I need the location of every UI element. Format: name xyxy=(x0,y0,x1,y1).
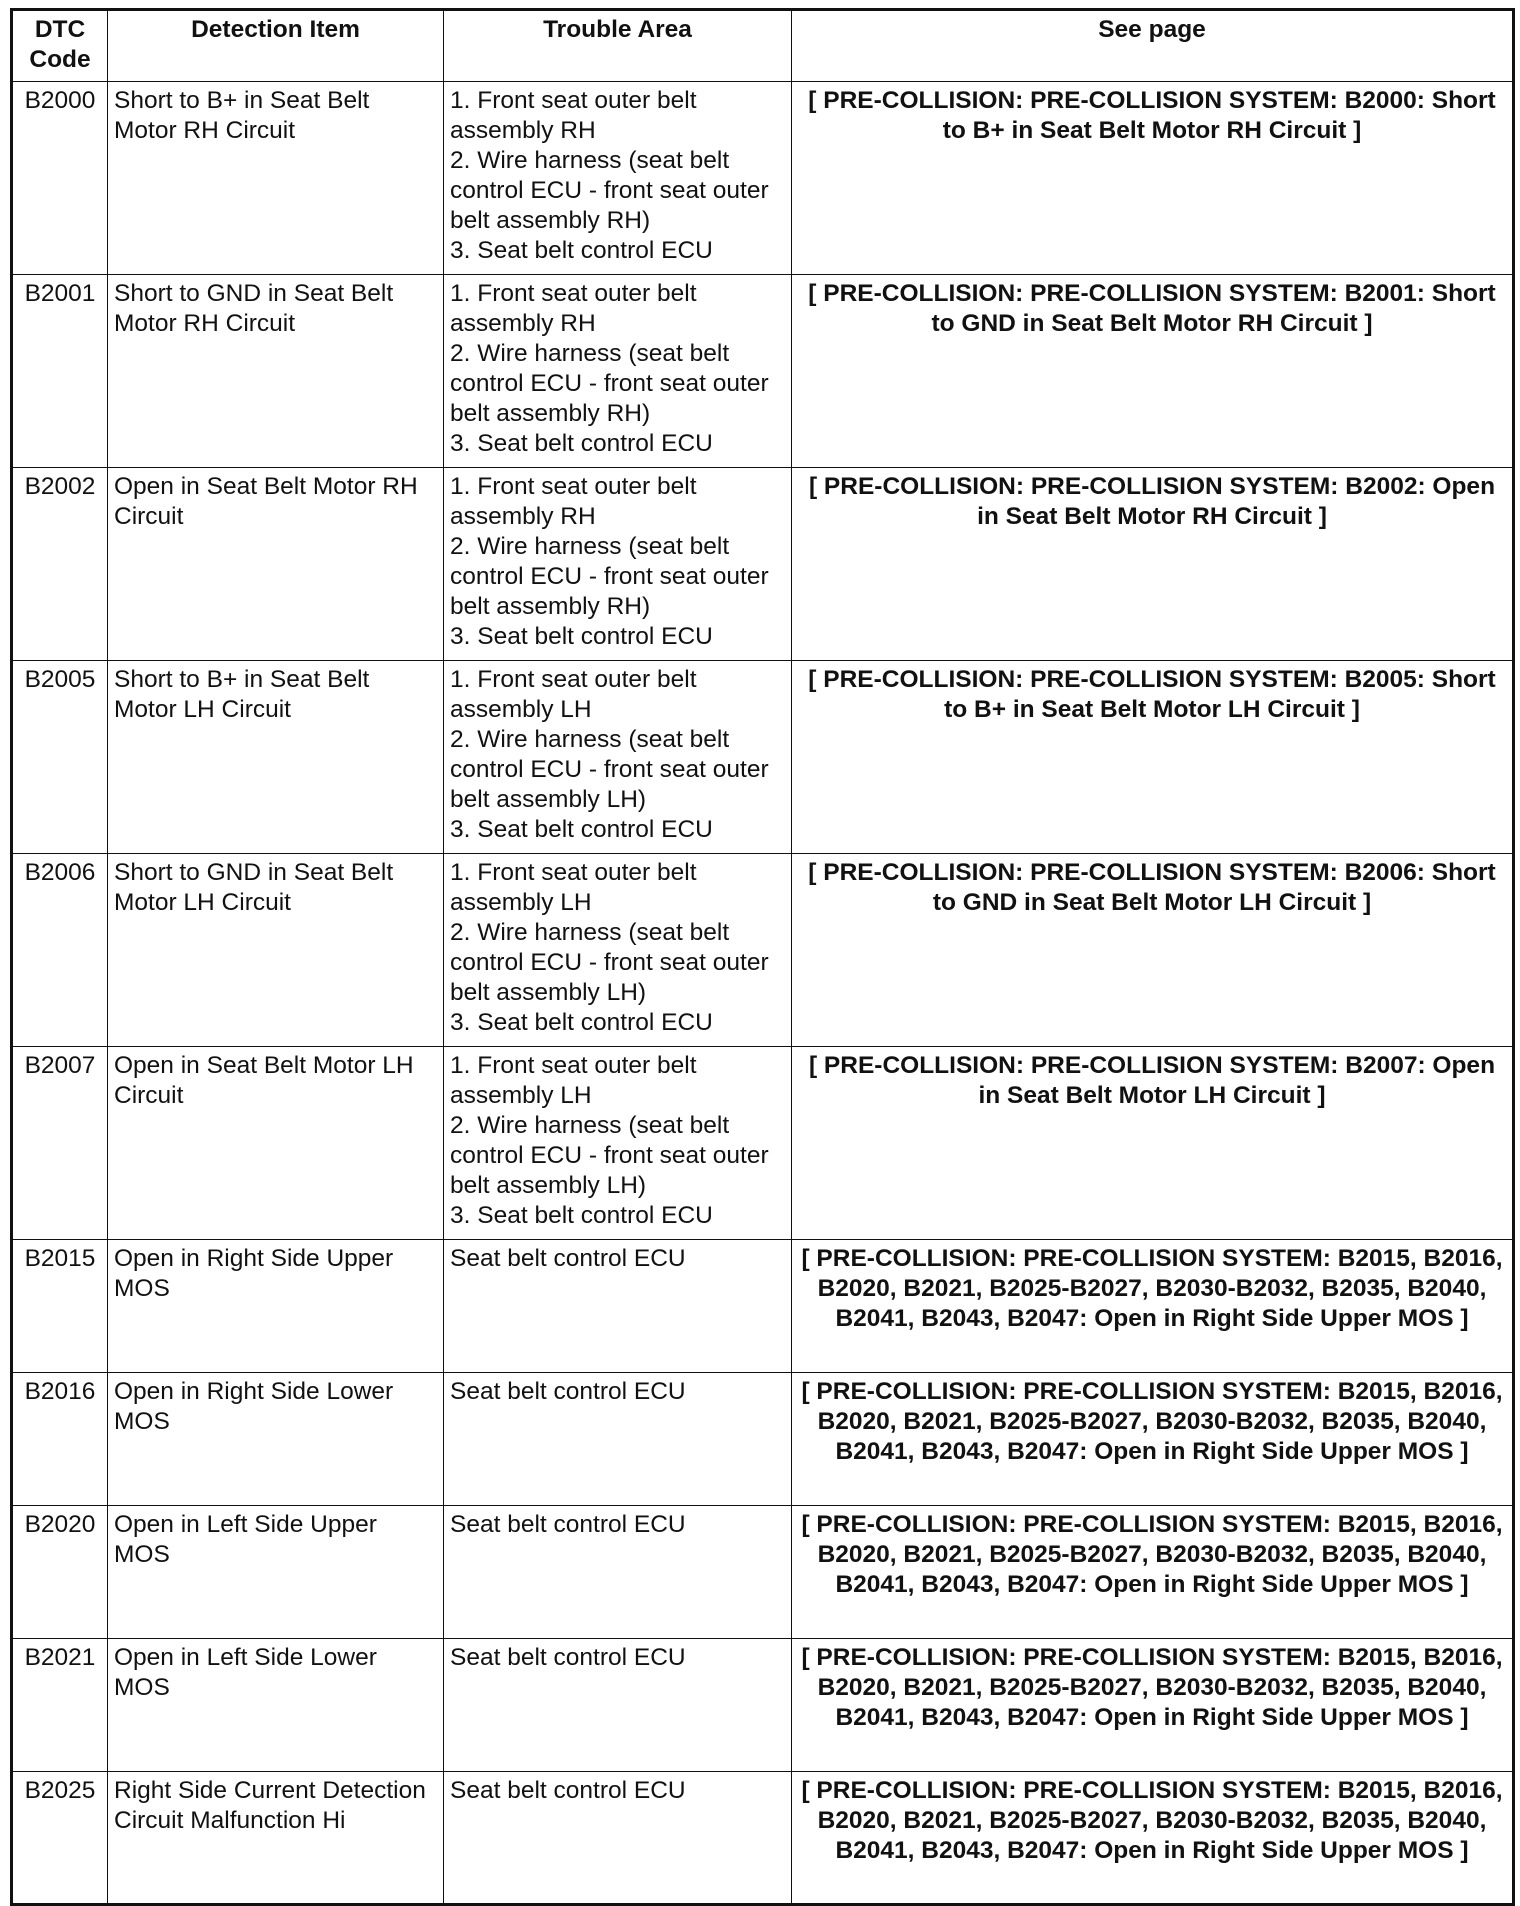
dtc-table xyxy=(10,8,1515,1906)
dtc-code-cell: B2006 xyxy=(12,854,108,1047)
trouble-area-line: Seat belt control ECU xyxy=(450,1245,686,1272)
dtc-code-cell: B2015 xyxy=(12,1240,108,1373)
dtc-code-cell: B2025 xyxy=(12,1772,108,1905)
dtc-code-cell: B2005 xyxy=(12,661,108,854)
see-page-link[interactable]: [ PRE-COLLISION: PRE-COLLISION SYSTEM: B2000: Short to B+ in Seat Belt Motor RH Circuit ] xyxy=(792,82,1514,275)
table-row xyxy=(12,1373,1514,1506)
trouble-area-line: Seat belt control ECU xyxy=(450,1777,686,1804)
see-page-link[interactable]: [ PRE-COLLISION: PRE-COLLISION SYSTEM: B2015, B2016, B2020, B2021, B2025-B2027, B2030-B2032, B2035, B2040, B2041, B2043, B2047: Open in Right Side Upper MOS ] xyxy=(792,1506,1514,1639)
detection-item-cell: Short to GND in Seat Belt Motor LH Circuit xyxy=(108,854,444,1047)
table-row xyxy=(12,468,1514,661)
trouble-area-cell xyxy=(444,661,792,854)
trouble-area-line: 1. Front seat outer belt assembly RH xyxy=(450,87,697,144)
trouble-area-line: 2. Wire harness (seat belt control ECU - front seat outer belt assembly RH) xyxy=(450,147,769,234)
table-row xyxy=(12,275,1514,468)
trouble-area-line: 3. Seat belt control ECU xyxy=(450,623,713,650)
trouble-area-cell xyxy=(444,854,792,1047)
trouble-area-line: 2. Wire harness (seat belt control ECU - front seat outer belt assembly RH) xyxy=(450,340,769,427)
detection-item-cell: Open in Left Side Upper MOS xyxy=(108,1506,444,1639)
trouble-area-line: 2. Wire harness (seat belt control ECU - front seat outer belt assembly RH) xyxy=(450,533,769,620)
trouble-area-line: 2. Wire harness (seat belt control ECU - front seat outer belt assembly LH) xyxy=(450,1112,769,1199)
trouble-area-line: 1. Front seat outer belt assembly RH xyxy=(450,473,697,530)
see-page-link[interactable]: [ PRE-COLLISION: PRE-COLLISION SYSTEM: B2007: Open in Seat Belt Motor LH Circuit ] xyxy=(792,1047,1514,1240)
dtc-code-cell: B2016 xyxy=(12,1373,108,1506)
detection-item-cell: Open in Seat Belt Motor RH Circuit xyxy=(108,468,444,661)
table-row xyxy=(12,1047,1514,1240)
table-row xyxy=(12,661,1514,854)
detection-item-cell: Open in Right Side Lower MOS xyxy=(108,1373,444,1506)
trouble-area-cell xyxy=(444,82,792,275)
trouble-area-cell xyxy=(444,468,792,661)
see-page-link[interactable]: [ PRE-COLLISION: PRE-COLLISION SYSTEM: B2002: Open in Seat Belt Motor RH Circuit ] xyxy=(792,468,1514,661)
trouble-area-line: Seat belt control ECU xyxy=(450,1511,686,1538)
trouble-area-line: 3. Seat belt control ECU xyxy=(450,430,713,457)
detection-item-cell: Short to B+ in Seat Belt Motor RH Circuit xyxy=(108,82,444,275)
trouble-area-line: 1. Front seat outer belt assembly LH xyxy=(450,859,697,916)
see-page-link[interactable]: [ PRE-COLLISION: PRE-COLLISION SYSTEM: B2005: Short to B+ in Seat Belt Motor LH Circuit ] xyxy=(792,661,1514,854)
trouble-area-cell xyxy=(444,1506,792,1639)
see-page-link[interactable]: [ PRE-COLLISION: PRE-COLLISION SYSTEM: B2015, B2016, B2020, B2021, B2025-B2027, B2030-B2032, B2035, B2040, B2041, B2043, B2047: Open in Right Side Upper MOS ] xyxy=(792,1240,1514,1373)
see-page-link[interactable]: [ PRE-COLLISION: PRE-COLLISION SYSTEM: B2015, B2016, B2020, B2021, B2025-B2027, B2030-B2032, B2035, B2040, B2041, B2043, B2047: Open in Right Side Upper MOS ] xyxy=(792,1373,1514,1506)
trouble-area-line: 1. Front seat outer belt assembly LH xyxy=(450,666,697,723)
trouble-area-line: 1. Front seat outer belt assembly LH xyxy=(450,1052,697,1109)
detection-item-cell: Open in Left Side Lower MOS xyxy=(108,1639,444,1772)
dtc-code-cell: B2001 xyxy=(12,275,108,468)
detection-item-cell: Right Side Current Detection Circuit Malfunction Hi xyxy=(108,1772,444,1905)
table-row xyxy=(12,1240,1514,1373)
trouble-area-cell xyxy=(444,1047,792,1240)
table-row xyxy=(12,1772,1514,1905)
trouble-area-cell xyxy=(444,1240,792,1373)
table-body xyxy=(12,82,1514,1905)
dtc-code-cell: B2007 xyxy=(12,1047,108,1240)
trouble-area-cell xyxy=(444,275,792,468)
header-detection-item: Detection Item xyxy=(108,10,444,82)
dtc-code-cell: B2021 xyxy=(12,1639,108,1772)
detection-item-cell: Short to GND in Seat Belt Motor RH Circuit xyxy=(108,275,444,468)
see-page-link[interactable]: [ PRE-COLLISION: PRE-COLLISION SYSTEM: B2001: Short to GND in Seat Belt Motor RH Circuit ] xyxy=(792,275,1514,468)
trouble-area-line: 3. Seat belt control ECU xyxy=(450,816,713,843)
dtc-code-cell: B2002 xyxy=(12,468,108,661)
table-row xyxy=(12,82,1514,275)
dtc-code-cell: B2000 xyxy=(12,82,108,275)
trouble-area-line: 3. Seat belt control ECU xyxy=(450,1009,713,1036)
table-row xyxy=(12,854,1514,1047)
trouble-area-line: 3. Seat belt control ECU xyxy=(450,1202,713,1229)
trouble-area-line: 2. Wire harness (seat belt control ECU - front seat outer belt assembly LH) xyxy=(450,726,769,813)
table-row xyxy=(12,1506,1514,1639)
detection-item-cell: Open in Right Side Upper MOS xyxy=(108,1240,444,1373)
trouble-area-line: Seat belt control ECU xyxy=(450,1378,686,1405)
header-trouble-area: Trouble Area xyxy=(444,10,792,82)
header-dtc-code: DTC Code xyxy=(12,10,108,82)
header-row xyxy=(12,10,1514,82)
detection-item-cell: Short to B+ in Seat Belt Motor LH Circuit xyxy=(108,661,444,854)
trouble-area-line: 3. Seat belt control ECU xyxy=(450,237,713,264)
see-page-link[interactable]: [ PRE-COLLISION: PRE-COLLISION SYSTEM: B2015, B2016, B2020, B2021, B2025-B2027, B2030-B2032, B2035, B2040, B2041, B2043, B2047: Open in Right Side Upper MOS ] xyxy=(792,1639,1514,1772)
trouble-area-line: 2. Wire harness (seat belt control ECU - front seat outer belt assembly LH) xyxy=(450,919,769,1006)
trouble-area-line: Seat belt control ECU xyxy=(450,1644,686,1671)
trouble-area-cell xyxy=(444,1639,792,1772)
table-row xyxy=(12,1639,1514,1772)
dtc-code-cell: B2020 xyxy=(12,1506,108,1639)
trouble-area-cell xyxy=(444,1373,792,1506)
trouble-area-cell xyxy=(444,1772,792,1905)
see-page-link[interactable]: [ PRE-COLLISION: PRE-COLLISION SYSTEM: B2006: Short to GND in Seat Belt Motor LH Circuit ] xyxy=(792,854,1514,1047)
header-see-page: See page xyxy=(792,10,1514,82)
trouble-area-line: 1. Front seat outer belt assembly RH xyxy=(450,280,697,337)
see-page-link[interactable]: [ PRE-COLLISION: PRE-COLLISION SYSTEM: B2015, B2016, B2020, B2021, B2025-B2027, B2030-B2032, B2035, B2040, B2041, B2043, B2047: Open in Right Side Upper MOS ] xyxy=(792,1772,1514,1905)
detection-item-cell: Open in Seat Belt Motor LH Circuit xyxy=(108,1047,444,1240)
